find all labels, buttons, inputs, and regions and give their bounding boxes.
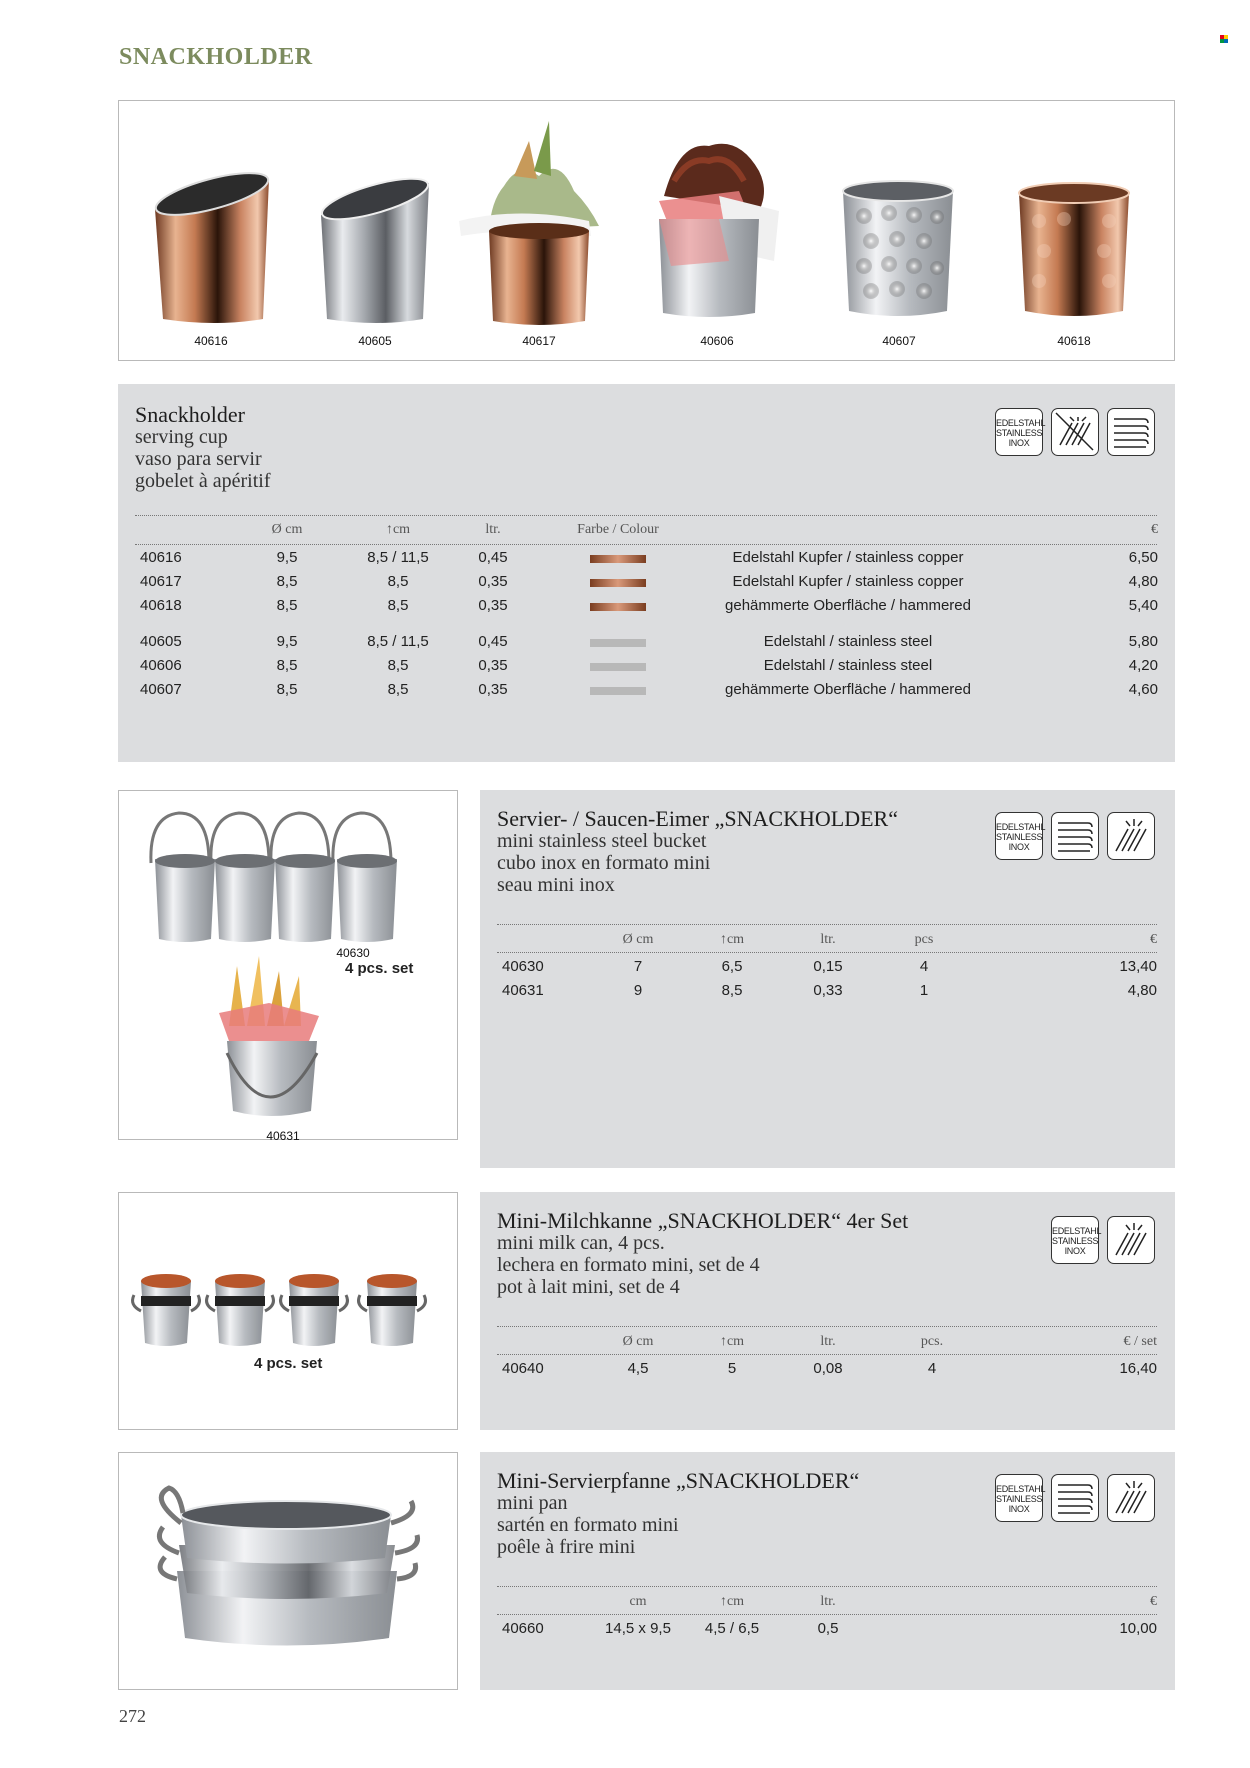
mini-pan-image-box	[118, 1452, 458, 1690]
product-code: 40616	[140, 549, 182, 566]
page-title: SNACKHOLDER	[119, 44, 313, 70]
pcs-value: 4	[919, 958, 929, 975]
product-code: 40607	[140, 681, 182, 698]
price-value: 16,40	[1119, 1360, 1157, 1377]
table-header: ↑cm	[719, 1334, 745, 1349]
image-caption: 40631	[266, 1129, 300, 1143]
colour-swatch	[590, 603, 646, 611]
diam-value: 9	[633, 982, 643, 999]
header-diameter: Ø cm	[271, 522, 303, 537]
product-title-block	[135, 404, 271, 492]
price-value: 4,20	[1128, 657, 1158, 674]
colour-swatch	[590, 579, 646, 587]
set-label: 4 pcs. set	[345, 960, 414, 977]
snackholder-spec-panel	[118, 384, 1175, 762]
stackable-icon	[1107, 408, 1155, 456]
page-number: 272	[119, 1706, 146, 1726]
product-subtitle: vaso para servir	[135, 448, 262, 470]
product-title: Mini-Milchkanne „SNACKHOLDER“ 4er Set	[497, 1208, 909, 1233]
product-title: Mini-Servierpfanne „SNACKHOLDER“	[497, 1468, 860, 1493]
product-code: 40605	[140, 633, 182, 650]
height-value: 6,5	[721, 958, 743, 975]
header-colour: Farbe / Colour	[577, 522, 659, 537]
mini-pan-spec-panel	[480, 1452, 1175, 1690]
stainless-steel-icon: EDELSTAHL STAINLESS INOX	[1051, 1216, 1099, 1264]
ltr-value: 0,33	[813, 982, 843, 999]
product-subtitle: lechera en formato mini, set de 4	[497, 1254, 760, 1276]
height-arrow-icon: ↑	[719, 1594, 727, 1609]
litre-value: 0,35	[478, 657, 508, 674]
product-subtitle: mini stainless steel bucket	[497, 830, 707, 852]
milk-can-image-box	[118, 1192, 458, 1430]
image-caption: 40617	[522, 334, 556, 348]
colour-description: Edelstahl / stainless steel	[763, 657, 933, 674]
color-registration-mark	[1220, 35, 1228, 43]
colour-swatch	[590, 663, 646, 671]
cup-40607-image	[843, 181, 953, 316]
height-arrow-icon: ↑	[719, 1334, 727, 1349]
product-code: 40640	[502, 1360, 544, 1377]
cup-40618-image	[1019, 183, 1129, 316]
diam-value: 4,5	[627, 1360, 649, 1377]
table-header: €	[1150, 1594, 1157, 1609]
no-dishwasher-icon	[1051, 408, 1099, 456]
snackholder-cups-photo	[119, 101, 1174, 360]
dishwasher-icon	[1107, 1216, 1155, 1264]
table-header: €	[1150, 932, 1157, 947]
price-value: 4,60	[1128, 681, 1158, 698]
colour-description: Edelstahl Kupfer / stainless copper	[732, 549, 964, 566]
pcs-value: 4	[927, 1360, 937, 1377]
table-header: ltr.	[820, 932, 836, 947]
ltr-value: 0,08	[813, 1360, 843, 1377]
litre-value: 0,35	[478, 573, 508, 590]
milk-can-spec-panel	[480, 1192, 1175, 1430]
bucket-set-image	[151, 813, 397, 942]
product-subtitle: pot à lait mini, set de 4	[497, 1276, 680, 1298]
mini-pan-stack-image	[159, 1488, 417, 1646]
height-value: 8,5	[387, 657, 409, 674]
litre-value: 0,45	[478, 549, 508, 566]
milk-can-set-image	[133, 1274, 426, 1346]
colour-swatch	[590, 687, 646, 695]
table-header: ↑cm	[719, 932, 745, 947]
colour-description: Edelstahl / stainless steel	[763, 633, 933, 650]
colour-description: gehämmerte Oberfläche / hammered	[725, 597, 971, 614]
header-height: ↑cm	[385, 522, 411, 537]
litre-value: 0,45	[478, 633, 508, 650]
product-title-block	[497, 808, 898, 896]
colour-description: Edelstahl Kupfer / stainless copper	[732, 573, 964, 590]
table-header: cm	[629, 1594, 647, 1609]
price-value: 13,40	[1119, 958, 1157, 975]
stackable-icon	[1051, 812, 1099, 860]
diameter-value: 8,5	[276, 681, 298, 698]
height-value: 8,5	[387, 573, 409, 590]
table-header: € / set	[1123, 1334, 1157, 1349]
image-caption: 40605	[358, 334, 392, 348]
height-value: 8,5 / 11,5	[367, 633, 429, 650]
dishwasher-icon	[1107, 1474, 1155, 1522]
size-value: 14,5 x 9,5	[605, 1620, 671, 1637]
product-title: Snackholder	[135, 402, 245, 427]
product-subtitle: seau mini inox	[497, 874, 615, 896]
product-code: 40631	[502, 982, 544, 999]
product-code: 40606	[140, 657, 182, 674]
product-subtitle: poêle à frire mini	[497, 1536, 636, 1558]
price-value: 5,40	[1128, 597, 1158, 614]
diameter-value: 8,5	[276, 657, 298, 674]
mini-pan-photo	[119, 1453, 457, 1689]
table-header: pcs	[914, 932, 934, 947]
image-caption: 40607	[882, 334, 916, 348]
height-value: 5	[727, 1360, 737, 1377]
product-title-block	[497, 1470, 859, 1558]
product-subtitle: gobelet à apéritif	[135, 470, 271, 492]
table-header: ltr.	[820, 1594, 836, 1609]
litre-value: 0,35	[478, 597, 508, 614]
table-header: ltr.	[820, 1334, 836, 1349]
table-header: pcs.	[920, 1334, 944, 1349]
product-title-block	[497, 1210, 908, 1298]
set-label: 4 pcs. set	[254, 1355, 323, 1372]
product-subtitle: sartén en formato mini	[497, 1514, 679, 1536]
price-value: 6,50	[1128, 549, 1158, 566]
height-value: 8,5	[387, 681, 409, 698]
table-header: ↑cm	[719, 1594, 745, 1609]
product-code: 40660	[502, 1620, 544, 1637]
price-value: 4,80	[1128, 573, 1158, 590]
stainless-steel-icon: EDELSTAHL STAINLESS INOX	[995, 812, 1043, 860]
image-caption: 40630	[336, 946, 370, 960]
product-code: 40630	[502, 958, 544, 975]
product-subtitle: mini milk can, 4 pcs.	[497, 1232, 665, 1254]
ltr-value: 0,15	[813, 958, 843, 975]
dishwasher-icon	[1107, 812, 1155, 860]
product-image-strip	[118, 100, 1175, 361]
product-code: 40618	[140, 597, 182, 614]
bucket-fries-image	[219, 956, 319, 1116]
stackable-icon	[1051, 1474, 1099, 1522]
header-litre: ltr.	[485, 522, 501, 537]
cup-40617-image	[459, 121, 599, 325]
cup-40605-image	[318, 170, 431, 323]
diameter-value: 8,5	[276, 573, 298, 590]
stainless-steel-icon: EDELSTAHL STAINLESS INOX	[995, 1474, 1043, 1522]
bucket-spec-panel	[480, 790, 1175, 1168]
diam-value: 7	[633, 958, 643, 975]
diameter-value: 8,5	[276, 597, 298, 614]
header-price: €	[1151, 522, 1158, 537]
bucket-image-box	[118, 790, 458, 1143]
price-value: 5,80	[1128, 633, 1158, 650]
product-title: Servier- / Saucen-Eimer „SNACKHOLDER“	[497, 806, 898, 831]
table-header: Ø cm	[622, 1334, 654, 1349]
diameter-value: 9,5	[276, 549, 298, 566]
height-value: 8,5	[721, 982, 743, 999]
colour-swatch	[590, 555, 646, 563]
image-caption: 40606	[700, 334, 734, 348]
image-caption: 40618	[1057, 334, 1091, 348]
height-value: 8,5	[387, 597, 409, 614]
height-arrow-icon: ↑	[385, 522, 393, 537]
colour-swatch	[590, 639, 646, 647]
height-arrow-icon: ↑	[719, 932, 727, 947]
ltr-value: 0,5	[817, 1620, 839, 1637]
pcs-value: 1	[919, 982, 929, 999]
image-caption: 40616	[194, 334, 228, 348]
product-subtitle: serving cup	[135, 426, 228, 448]
price-value: 4,80	[1127, 982, 1157, 999]
price-value: 10,00	[1119, 1620, 1157, 1637]
milk-can-photo	[119, 1193, 457, 1429]
cup-40606-image	[659, 144, 779, 317]
product-subtitle: mini pan	[497, 1492, 568, 1514]
product-code: 40617	[140, 573, 182, 590]
litre-value: 0,35	[478, 681, 508, 698]
table-header: Ø cm	[622, 932, 654, 947]
product-subtitle: cubo inox en formato mini	[497, 852, 711, 874]
diameter-value: 9,5	[276, 633, 298, 650]
cup-40616-image	[152, 164, 272, 323]
colour-description: gehämmerte Oberfläche / hammered	[725, 681, 971, 698]
height-value: 8,5 / 11,5	[367, 549, 429, 566]
height-value: 4,5 / 6,5	[704, 1620, 760, 1637]
stainless-steel-icon: EDELSTAHL STAINLESS INOX	[995, 408, 1043, 456]
